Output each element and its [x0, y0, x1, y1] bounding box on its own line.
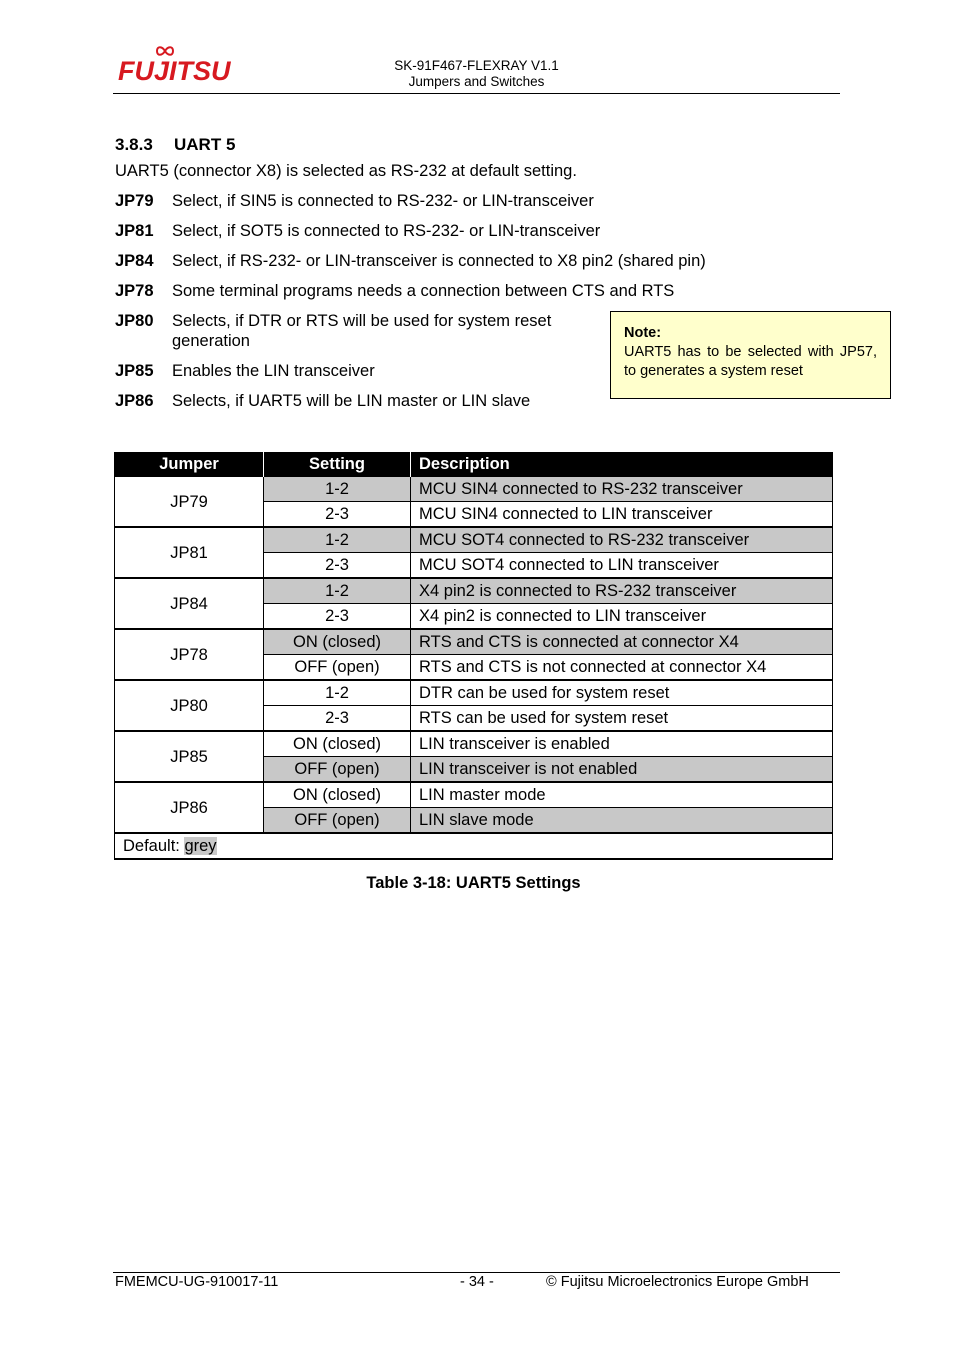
jumper-label: JP85	[115, 362, 154, 380]
jumper-text: Some terminal programs needs a connection between CTS and RTS	[172, 282, 675, 300]
jumper-cell: JP78	[115, 629, 264, 680]
section-number: 3.8.3	[115, 135, 153, 154]
copyright: © Fujitsu Microelectronics Europe GmbH	[546, 1274, 809, 1290]
column-header-jumper: Jumper	[115, 452, 264, 477]
header-chapter: Jumpers and Switches	[408, 74, 545, 89]
uart5-settings-table	[114, 452, 833, 860]
page-number: - 34 -	[460, 1274, 494, 1290]
table-caption: Table 3-18: UART5 Settings	[366, 874, 581, 892]
description-cell: LIN slave mode	[411, 808, 833, 834]
table-row	[115, 680, 833, 706]
description-cell: LIN master mode	[411, 782, 833, 808]
jumper-cell: JP81	[115, 527, 264, 578]
setting-cell: ON (closed)	[264, 629, 411, 655]
jumper-cell: JP86	[115, 782, 264, 833]
table-row	[115, 629, 833, 655]
description-cell: MCU SIN4 connected to LIN transceiver	[411, 502, 833, 528]
section-title: UART 5	[174, 135, 236, 154]
jumper-text: Selects, if UART5 will be LIN master or LIN slave	[172, 392, 531, 410]
jumper-text: Enables the LIN transceiver	[172, 362, 375, 380]
jumper-cell: JP84	[115, 578, 264, 629]
description-cell: RTS and CTS is connected at connector X4	[411, 629, 833, 655]
jumper-label: JP81	[115, 222, 154, 240]
section-intro: UART5 (connector X8) is selected as RS-232 at default setting.	[115, 162, 577, 180]
table-row	[115, 782, 833, 808]
setting-cell: 2-3	[264, 553, 411, 579]
setting-cell: 2-3	[264, 604, 411, 630]
table-row	[115, 477, 833, 502]
setting-cell: 1-2	[264, 477, 411, 502]
description-cell: LIN transceiver is not enabled	[411, 757, 833, 783]
setting-cell: 1-2	[264, 578, 411, 604]
jumper-text: Select, if RS-232- or LIN-transceiver is connected to X8 pin2 (shared pin)	[172, 252, 706, 270]
description-cell: LIN transceiver is enabled	[411, 731, 833, 757]
column-header-description: Description	[411, 452, 833, 477]
fujitsu-logo	[118, 44, 231, 92]
table-header-row	[115, 452, 833, 477]
header-product: SK-91F467-FLEXRAY V1.1	[394, 58, 559, 73]
logo-text: FUJITSU	[118, 56, 231, 86]
description-cell: RTS can be used for system reset	[411, 706, 833, 732]
jumper-label: JP79	[115, 192, 154, 210]
default-legend-grey-swatch: grey	[184, 837, 217, 855]
jumper-cell: JP80	[115, 680, 264, 731]
document-header	[300, 58, 653, 90]
jumper-cell: JP79	[115, 477, 264, 528]
default-legend	[115, 833, 833, 859]
description-cell: MCU SIN4 connected to RS-232 transceiver	[411, 477, 833, 502]
table-row	[115, 578, 833, 604]
column-header-setting: Setting	[264, 452, 411, 477]
jumper-label: JP80	[115, 312, 154, 330]
note-box	[610, 311, 891, 399]
table-row	[115, 731, 833, 757]
document-id: FMEMCU-UG-910017-11	[115, 1274, 279, 1290]
jumper-label: JP78	[115, 282, 154, 300]
section-heading	[115, 135, 235, 155]
setting-cell: 1-2	[264, 527, 411, 553]
setting-cell: OFF (open)	[264, 808, 411, 834]
note-title: Note:	[624, 325, 662, 341]
jumper-label: JP84	[115, 252, 154, 270]
setting-cell: ON (closed)	[264, 731, 411, 757]
jumper-cell: JP85	[115, 731, 264, 782]
setting-cell: OFF (open)	[264, 655, 411, 681]
description-cell: MCU SOT4 connected to RS-232 transceiver	[411, 527, 833, 553]
setting-cell: 2-3	[264, 502, 411, 528]
setting-cell: 1-2	[264, 680, 411, 706]
default-legend-prefix: Default:	[123, 837, 185, 855]
setting-cell: ON (closed)	[264, 782, 411, 808]
description-cell: MCU SOT4 connected to LIN transceiver	[411, 553, 833, 579]
jumper-label: JP86	[115, 392, 154, 410]
jumper-text: Select, if SOT5 is connected to RS-232- or LIN-transceiver	[172, 222, 601, 240]
header-divider	[113, 93, 840, 94]
setting-cell: OFF (open)	[264, 757, 411, 783]
description-cell: RTS and CTS is not connected at connector X4	[411, 655, 833, 681]
jumper-text: Selects, if DTR or RTS will be used for system reset generation	[172, 312, 552, 350]
jumper-text: Select, if SIN5 is connected to RS-232- or LIN-transceiver	[172, 192, 594, 210]
note-body: UART5 has to be selected with JP57, to generates a system reset	[624, 344, 877, 379]
table-footer-row	[115, 833, 833, 859]
description-cell: X4 pin2 is connected to RS-232 transceiver	[411, 578, 833, 604]
description-cell: X4 pin2 is connected to LIN transceiver	[411, 604, 833, 630]
setting-cell: 2-3	[264, 706, 411, 732]
footer-divider	[113, 1272, 840, 1273]
table-row	[115, 527, 833, 553]
description-cell: DTR can be used for system reset	[411, 680, 833, 706]
